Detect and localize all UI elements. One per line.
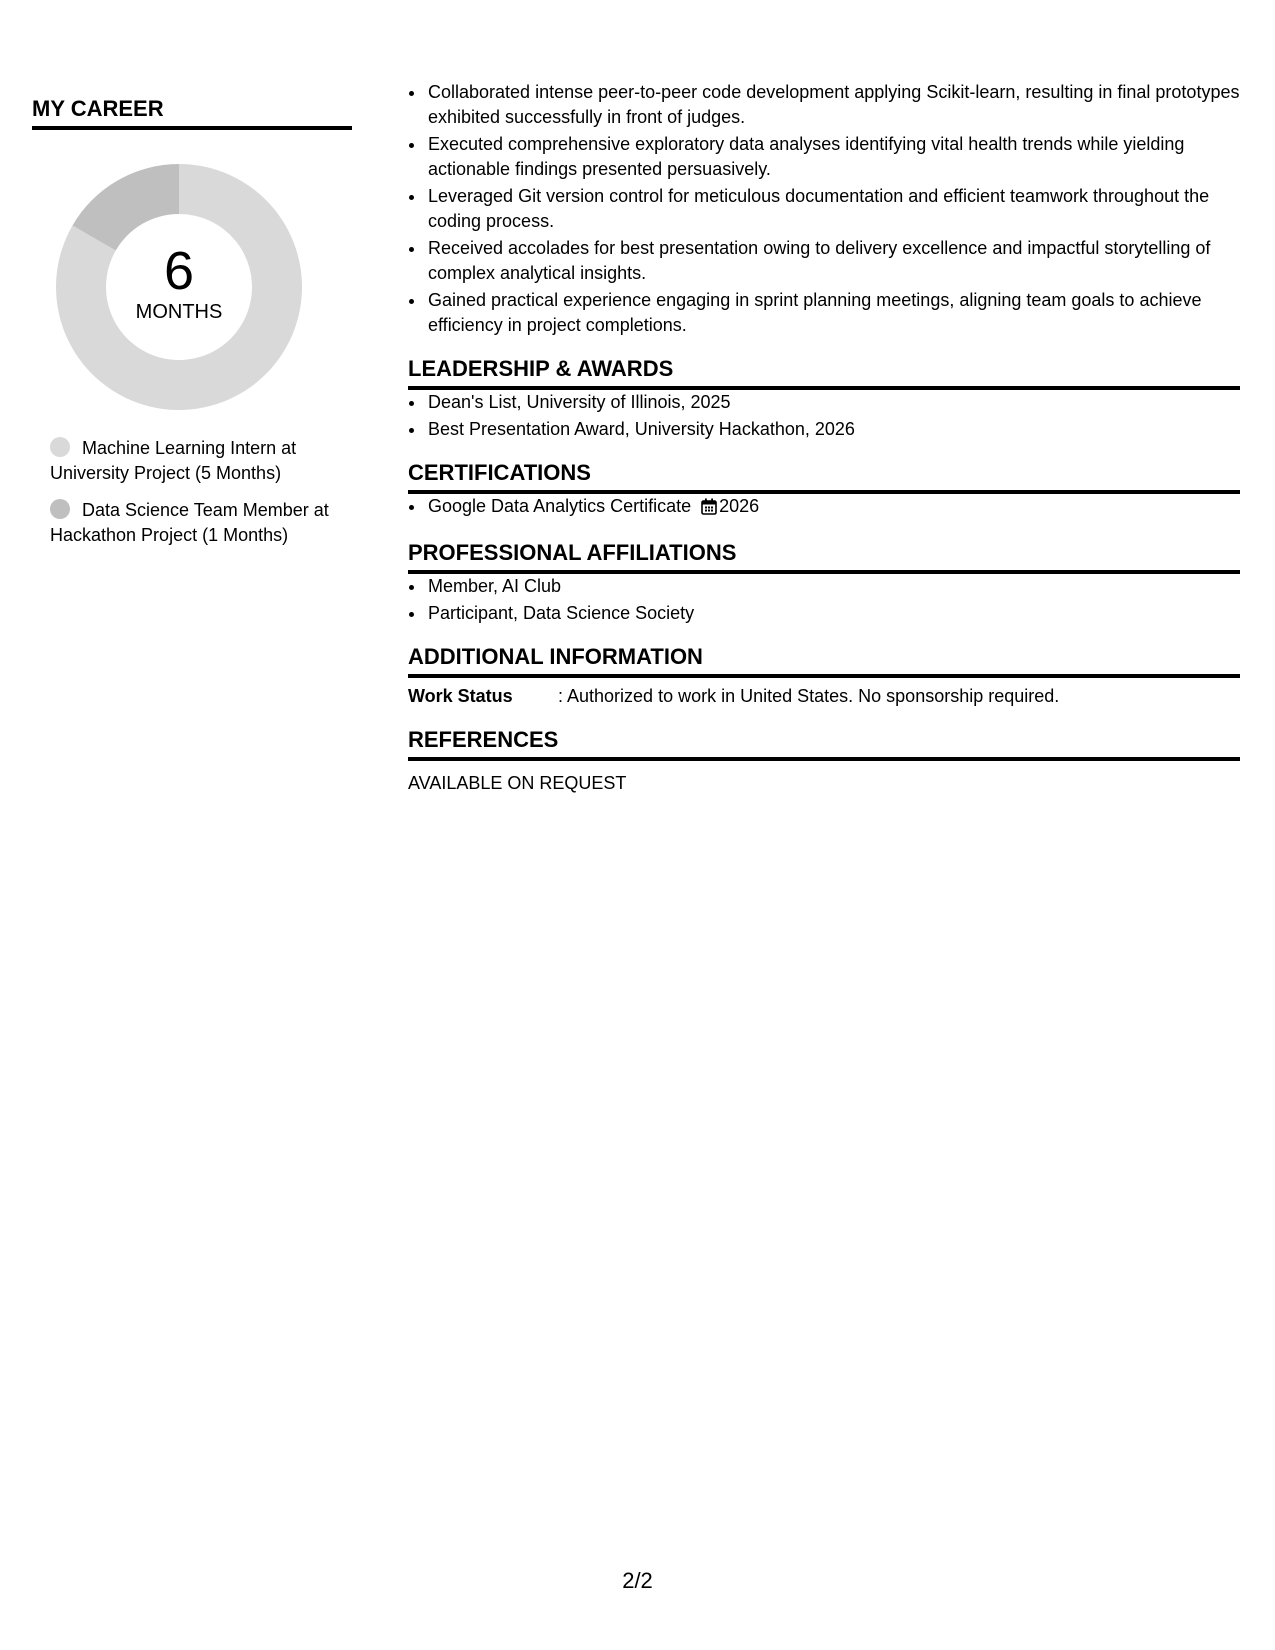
legend-label: Data Science Team Member at Hackathon Project (1 Months) bbox=[50, 500, 329, 545]
affiliations-list bbox=[408, 574, 1240, 626]
certification-year: 2026 bbox=[719, 496, 760, 516]
affiliation-item: • Participant, Data Science Society bbox=[426, 601, 1240, 626]
work-status-label: Work Status bbox=[408, 686, 513, 706]
page-number: 2/2 bbox=[622, 1568, 653, 1593]
experience-bullets bbox=[408, 80, 1240, 338]
career-donut-chart bbox=[56, 164, 302, 410]
certification-name: Google Data Analytics Certificate bbox=[428, 496, 692, 516]
certifications-list bbox=[408, 494, 1240, 522]
certifications-section bbox=[408, 460, 1240, 522]
certifications-heading: CERTIFICATIONS bbox=[408, 460, 1240, 494]
leadership-item: • Best Presentation Award, University Hackathon, 2026 bbox=[426, 417, 1240, 442]
affiliations-heading: PROFESSIONAL AFFILIATIONS bbox=[408, 540, 1240, 574]
experience-bullet: • Leveraged Git version control for meticulous documentation and efficient teamwork throughout the coding process. bbox=[426, 184, 1240, 234]
work-status-value: : Authorized to work in United States. No sponsorship required. bbox=[558, 686, 1060, 706]
leadership-heading: LEADERSHIP & AWARDS bbox=[408, 356, 1240, 390]
career-heading: MY CAREER bbox=[32, 96, 352, 130]
total-months-unit: MONTHS bbox=[135, 300, 223, 323]
leadership-list bbox=[408, 390, 1240, 442]
affiliation-item: • Member, AI Club bbox=[426, 574, 1240, 599]
additional-heading: ADDITIONAL INFORMATION bbox=[408, 644, 1240, 678]
experience-bullet: • Received accolades for best presentation owing to delivery excellence and impactful storytelling of complex analytical insights. bbox=[426, 236, 1240, 286]
work-status-row bbox=[408, 684, 1240, 709]
legend-dot bbox=[50, 437, 70, 457]
leadership-item: • Dean's List, University of Illinois, 2025 bbox=[426, 390, 1240, 415]
references-section bbox=[408, 727, 1240, 796]
leadership-section bbox=[408, 356, 1240, 442]
references-text: AVAILABLE ON REQUEST bbox=[408, 773, 627, 793]
certification-item bbox=[426, 494, 1240, 522]
legend-label: Machine Learning Intern at University Project (5 Months) bbox=[50, 438, 297, 483]
affiliations-section bbox=[408, 540, 1240, 626]
experience-bullet: • Collaborated intense peer-to-peer code development applying Scikit-learn, resulting in final prototypes exhibited successfully in front of judges. bbox=[426, 80, 1240, 130]
legend-dot bbox=[50, 499, 70, 519]
legend-item bbox=[50, 498, 340, 548]
experience-bullet: • Executed comprehensive exploratory data analyses identifying vital health trends while yielding actionable findings presented persuasively. bbox=[426, 132, 1240, 182]
references-heading: REFERENCES bbox=[408, 727, 1240, 761]
donut-center-label bbox=[56, 164, 302, 410]
career-sidebar bbox=[32, 96, 352, 560]
calendar-icon bbox=[701, 497, 717, 522]
legend-item bbox=[50, 436, 340, 486]
main-content bbox=[408, 80, 1240, 796]
additional-section bbox=[408, 644, 1240, 709]
total-months-number: 6 bbox=[163, 240, 195, 301]
experience-bullet: • Gained practical experience engaging in sprint planning meetings, aligning team goals to achieve efficiency in project completions. bbox=[426, 288, 1240, 338]
career-legend bbox=[50, 436, 352, 548]
